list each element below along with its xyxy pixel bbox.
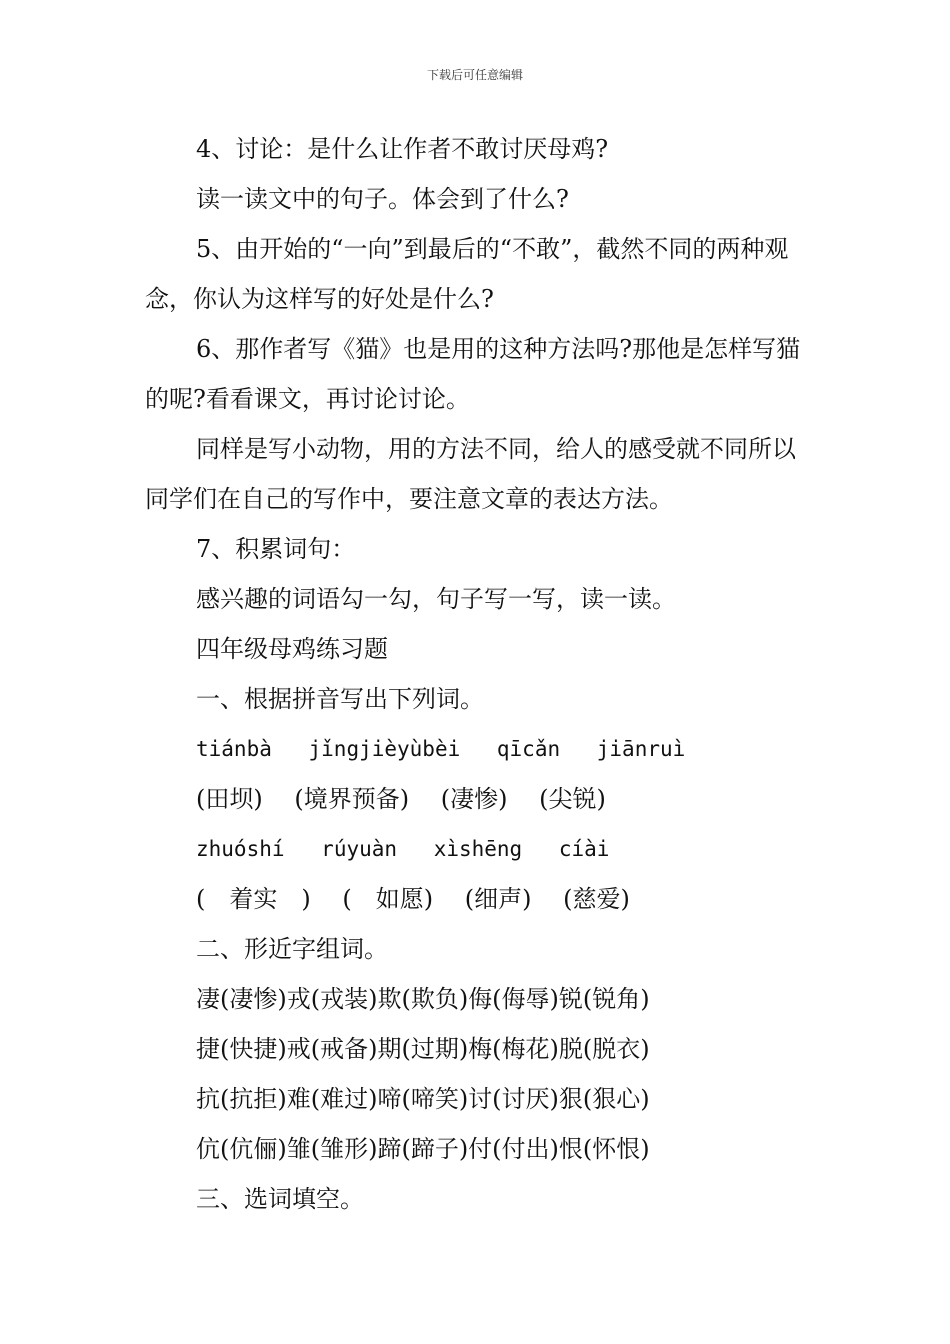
char-group-row-3: 抗(抗拒)难(难过)啼(啼笑)讨(讨厌)狠(狠心): [196, 1085, 650, 1113]
document-body: [145, 124, 810, 1224]
answer-word: (细声): [464, 885, 532, 913]
question-6: 6、那作者写《猫》也是用的这种方法吗?那他是怎样写猫的呢?看看课文，再讨论讨论。: [145, 335, 801, 413]
char-group-row-1: 凄(凄惨)戎(戎装)欺(欺负)侮(侮辱)锐(锐角): [196, 985, 650, 1013]
pinyin-word: jiānruì: [596, 737, 686, 761]
pinyin-word: jǐngjièyùbèi: [308, 737, 461, 761]
answer-word: (田坝): [196, 785, 263, 813]
question-5: 5、由开始的“一向”到最后的“不敢”，截然不同的两种观念，你认为这样写的好处是什么?: [145, 235, 789, 313]
section-3-heading: 三、选词填空。: [196, 1185, 364, 1213]
answer-word: (尖锐): [539, 785, 606, 813]
question-7: 7、积累词句：: [196, 535, 356, 563]
pinyin-row-1: [145, 724, 810, 774]
pinyin-word: cíài: [558, 837, 610, 861]
vocab-instruction: 感兴趣的词语勾一勾，句子写一写，读一读。: [196, 585, 676, 613]
section-2-heading: 二、形近字组词。: [196, 935, 388, 963]
answer-word: ( 着实 ): [196, 885, 311, 913]
answer-word: (境界预备): [294, 785, 410, 813]
pinyin-word: xìshēng: [433, 837, 523, 861]
answer-word: ( 如愿): [342, 885, 434, 913]
page-header-note: 下载后可任意编辑: [426, 68, 523, 82]
exercise-title: 四年级母鸡练习题: [196, 635, 388, 663]
pinyin-word: rúyuàn: [321, 837, 398, 861]
answer-word: (凄惨): [440, 785, 508, 813]
pinyin-word: zhuóshí: [196, 837, 285, 861]
answer-row-1: [145, 774, 810, 824]
char-group-row-4: 伉(伉俪)雏(雏形)蹄(蹄子)付(付出)恨(怀恨): [196, 1135, 650, 1163]
answer-row-2: [145, 874, 810, 924]
question-4: 4、讨论：是什么让作者不敢讨厌母鸡?: [196, 135, 609, 163]
pinyin-word: tiánbà: [196, 737, 272, 761]
pinyin-word: qīcǎn: [496, 737, 561, 761]
answer-word: (慈爱): [563, 885, 630, 913]
section-1-heading: 一、根据拼音写出下列词。: [196, 685, 484, 713]
char-group-row-2: 捷(快捷)戒(戒备)期(过期)梅(梅花)脱(脱衣): [196, 1035, 650, 1063]
pinyin-row-2: [145, 824, 810, 874]
summary-paragraph: 同样是写小动物，用的方法不同，给人的感受就不同所以同学们在自己的写作中，要注意文章的表达方法。: [145, 435, 796, 513]
reading-prompt: 读一读文中的句子。体会到了什么?: [196, 185, 569, 213]
